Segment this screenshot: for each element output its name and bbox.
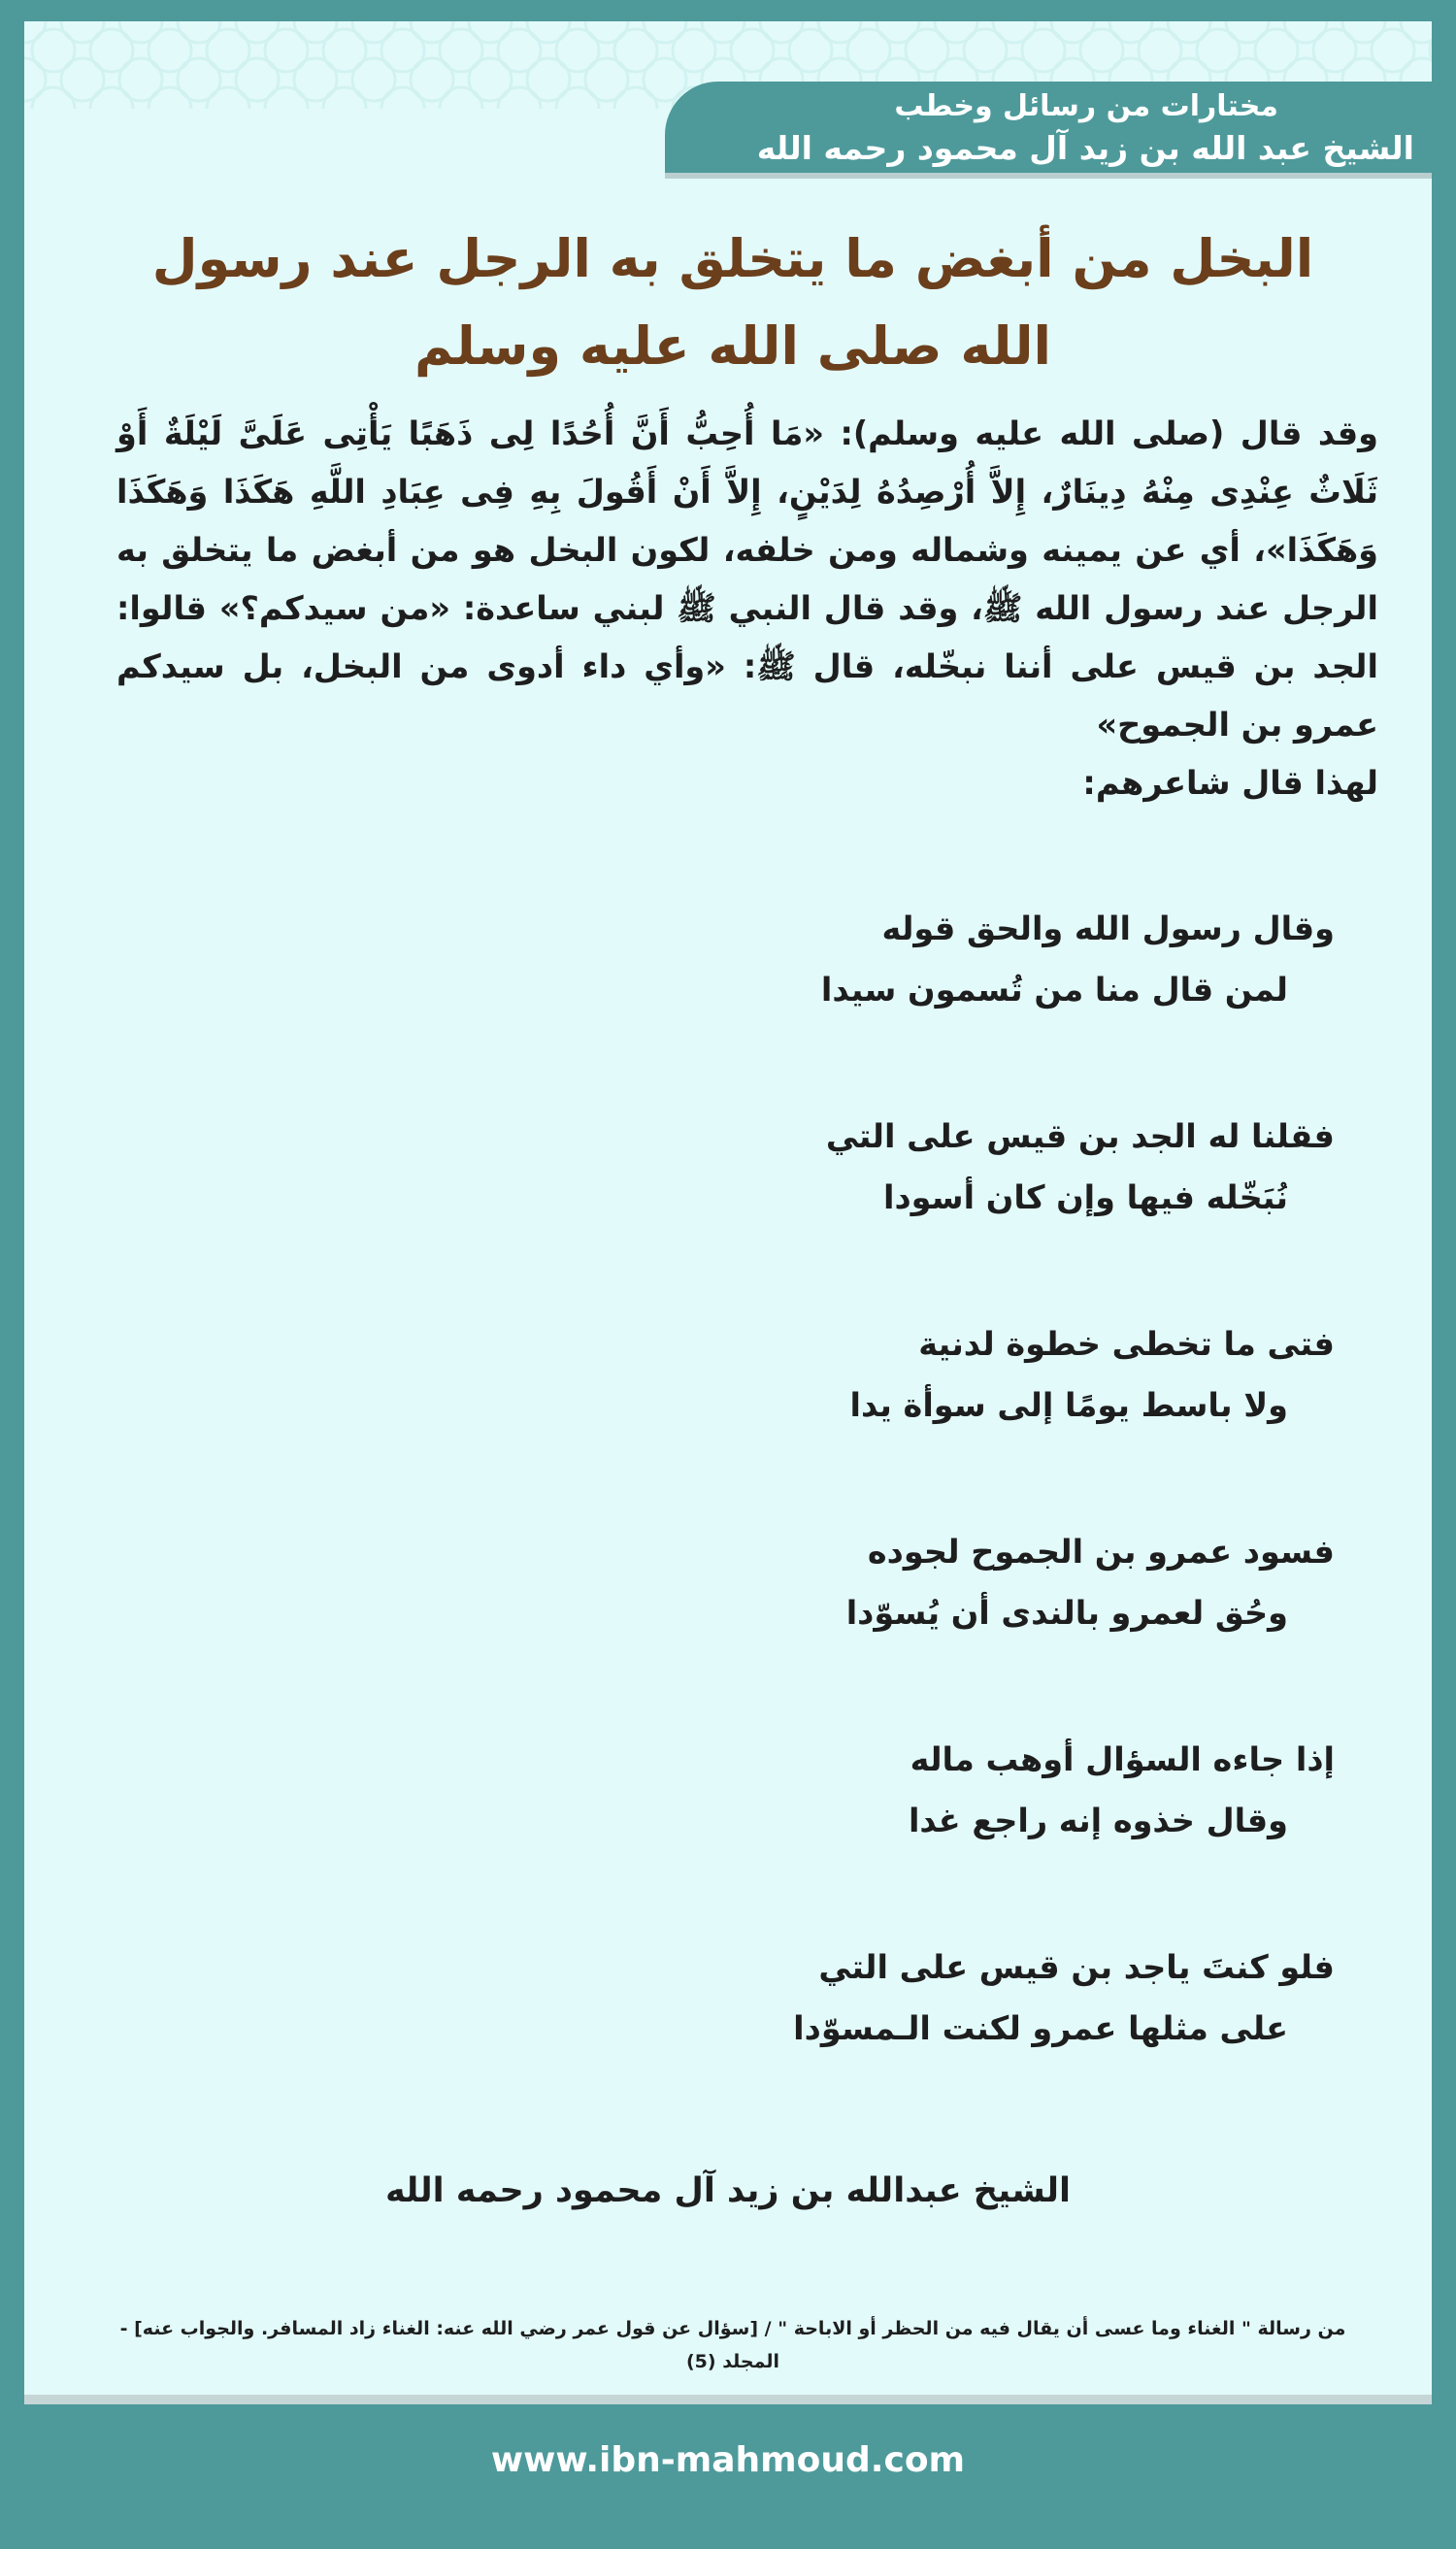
source-citation: من رسالة " الغناء وما عسى أن يقال فيه من الحظر أو الاباحة " / [سؤال عن قول عمر رضي الله عنه: الغناء زاد المسافر. والجواب عنه] - المجلد (5) <box>119 2318 1346 2372</box>
header-author: الشيخ عبد الله بن زيد آل محمود رحمه الله <box>756 129 1414 167</box>
verse-second-half: على مثلها عمرو لكنت الـمسوّدا <box>793 2009 1288 2047</box>
page-card <box>24 21 1432 2526</box>
poem-stanza <box>655 1731 1335 1938</box>
poem-stanza <box>655 1523 1335 1731</box>
poem-stanza <box>655 1315 1335 1523</box>
verse-first-half: فتى ما تخطى خطوة لدنية <box>918 1325 1335 1363</box>
verse-first-half: إذا جاءه السؤال أوهب ماله <box>910 1740 1335 1778</box>
verse-first-half: فقلنا له الجد بن قيس على التي <box>825 1117 1335 1155</box>
verse-first-half: وقال رسول الله والحق قوله <box>881 910 1335 947</box>
poem-stanza <box>655 900 1335 1108</box>
poem <box>655 900 1335 2146</box>
website-link[interactable]: www.ibn-mahmoud.com <box>490 2440 966 2480</box>
verse-second-half: وحُق لعمرو بالندى أن يُسوّدا <box>845 1594 1288 1632</box>
verse-first-half: فلو كنتَ ياجد بن قيس على التي <box>818 1948 1335 1986</box>
author-signature: الشيخ عبدالله بن زيد آل محمود رحمه الله <box>384 2171 1072 2210</box>
header-series-title: مختارات من رسائل وخطب <box>894 89 1278 123</box>
verse-second-half: ولا باسط يومًا إلى سوأة يدا <box>849 1386 1288 1424</box>
poem-stanza <box>655 1938 1335 2146</box>
footer-divider <box>24 2395 1432 2404</box>
poem-stanza <box>655 1108 1335 1315</box>
verse-second-half: لمن قال منا من تُسمون سيدا <box>820 971 1288 1009</box>
poem-intro: لهذا قال شاعرهم: <box>1082 764 1378 802</box>
footer-bar <box>24 2404 1432 2526</box>
verse-second-half: نُبَخّله فيها وإن كان أسودا <box>883 1178 1288 1216</box>
article-paragraph: وقد قال (صلى الله عليه وسلم): «مَا أُحِبُّ أَنَّ أُحُدًا لِى ذَهَبًا يَأْتِى عَلَىَّ لَيْلَةٌ أَوْ ثَلَاثٌ عِنْدِى مِنْهُ دِينَارٌ، إِلاَّ أُرْصِدُهُ لِدَيْنٍ، إِلاَّ أَنْ أَقُولَ بِهِ فِى عِبَادِ اللَّهِ هَكَذَا وَهَكَذَا وَهَكَذَا»، أي عن يمينه وشماله ومن خلفه، لكون البخل هو من أبغض ما يتخلق به الرجل عند رسول الله ﷺ، وقد قال النبي ﷺ لبني ساعدة: «من سيدكم؟» قالوا: الجد بن قيس على أننا نبخّله، قال ﷺ: «وأي داء أدوى من البخل، بل سيدكم عمرو بن الجموح» <box>116 414 1378 744</box>
article-body <box>116 405 1378 812</box>
verse-second-half: وقال خذوه إنه راجع غدا <box>908 1802 1288 1839</box>
header-banner <box>665 82 1432 179</box>
page-title: البخل من أبغض ما يتخلق به الرجل عند رسول الله صلى الله عليه وسلم <box>151 228 1314 377</box>
verse-first-half: فسود عمرو بن الجموح لجوده <box>867 1533 1335 1571</box>
